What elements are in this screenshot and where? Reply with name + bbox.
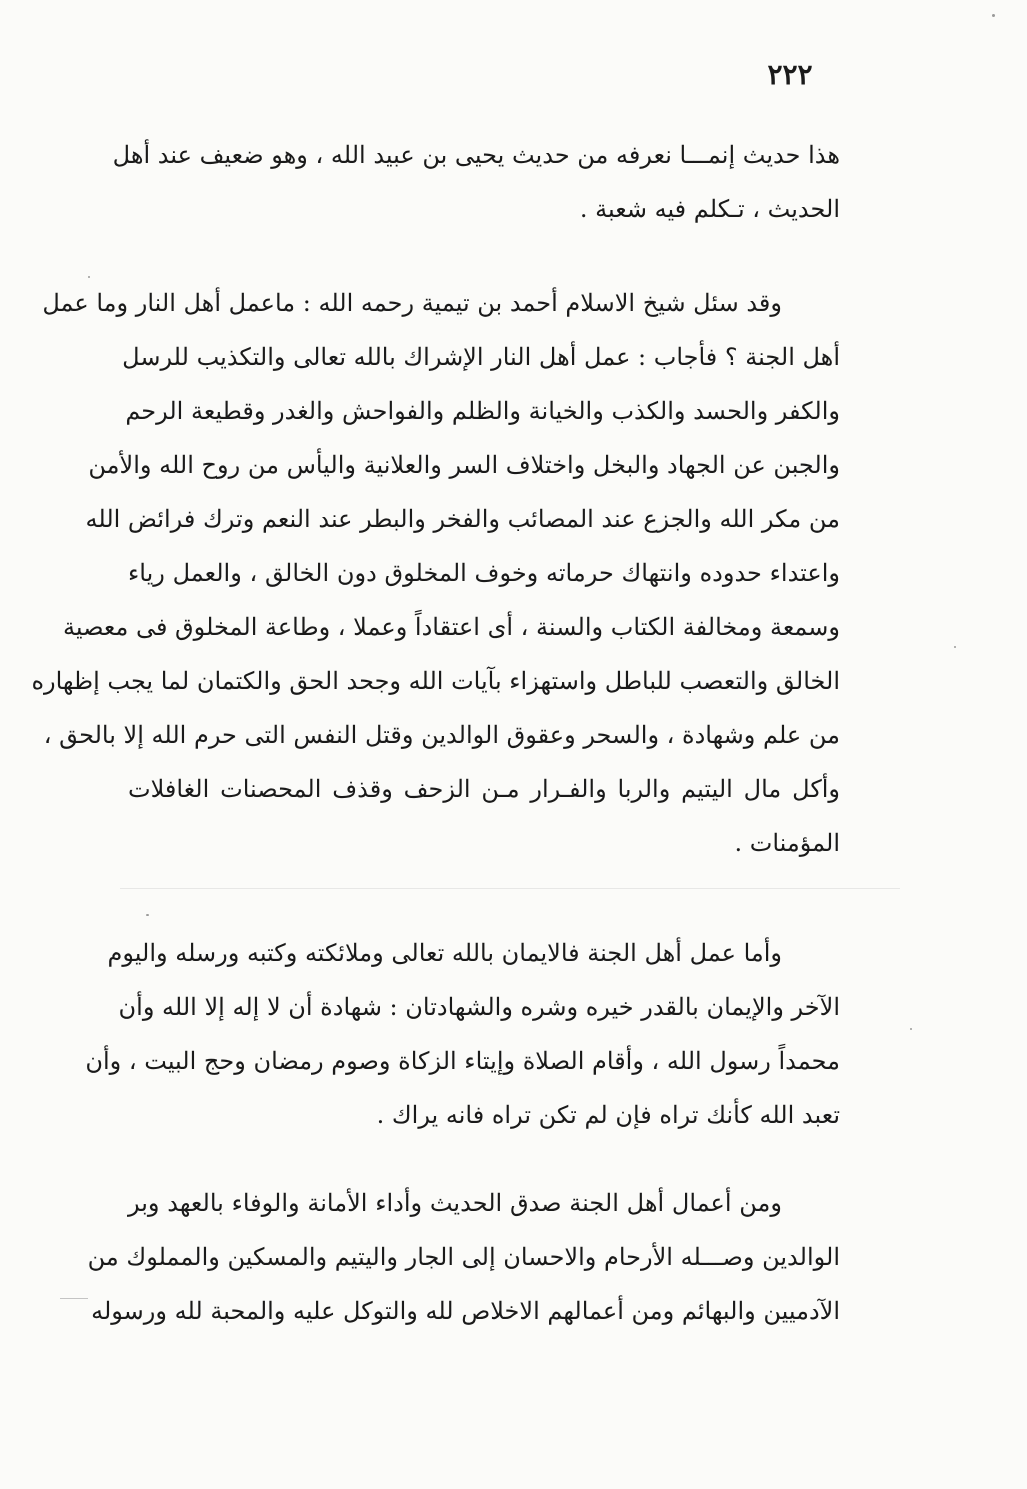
scan-speck [910,1028,912,1030]
paragraph-deeds-of-paradise [85,926,840,1142]
scan-line-mark [60,1298,88,1299]
scan-line-mark [120,888,900,889]
page-number: ٢٢٢ [767,58,813,91]
text-line: هذا حديث إنمـــا نعرفه من حديث يحيى بن عبيد الله ، وهو ضعيف عند أهل [112,141,840,169]
text-line: والجبن عن الجهاد والبخل واختلاف السر والعلانية واليأس من روح الله والأمن [88,451,840,479]
text-line: ومن أعمال أهل الجنة صدق الحديث وأداء الأمانة والوفاء بالعهد وبر [128,1189,782,1217]
text-line: من علم وشهادة ، والسحر وعقوق الوالدين وقتل النفس التى حرم الله إلا بالحق ، [43,721,840,749]
text-line: الآدميين والبهائم ومن أعمالهم الاخلاص لله والتوكل عليه والمحبة لله ورسوله [91,1297,840,1325]
scan-speck [954,646,956,648]
paragraph-more-deeds-of-paradise [87,1176,840,1338]
text-line: الآخر والإيمان بالقدر خيره وشره والشهادتان : شهادة أن لا إله إلا الله وأن [118,993,840,1021]
text-line: المؤمنات . [734,829,840,857]
text-line: وأكل مال اليتيم والربا والفـرار مـن الزحف وقذف المحصنات الغافلات [128,775,840,803]
scan-speck [992,14,995,17]
text-line: والكفر والحسد والكذب والخيانة والظلم والفواحش والغدر وقطيعة الرحم [125,397,840,425]
text-line: وقد سئل شيخ الاسلام أحمد بن تيمية رحمه الله : ماعمل أهل النار وما عمل [42,289,782,317]
text-line: واعتداء حدوده وانتهاك حرماته وخوف المخلوق دون الخالق ، والعمل رياء [128,559,840,587]
scan-speck [146,914,149,916]
text-line: وسمعة ومخالفة الكتاب والسنة ، أى اعتقاداً وعملا ، وطاعة المخلوق فى معصية [62,613,840,641]
text-line: أهل الجنة ؟ فأجاب : عمل أهل النار الإشراك بالله تعالى والتكذيب للرسل [122,343,840,371]
scan-speck [88,276,90,278]
text-line: من مكر الله والجزع عند المصائب والفخر والبطر عند النعم وترك فرائض الله [85,505,840,533]
text-line: الحديث ، تـكلم فيه شعبة . [579,195,840,223]
text-line: محمداً رسول الله ، وأقام الصلاة وإيتاء الزكاة وصوم رمضان وحج البيت ، وأن [85,1047,840,1075]
text-line: الخالق والتعصب للباطل واستهزاء بآيات الله وجحد الحق والكتمان لما يجب إظهاره [31,667,840,695]
paragraph-hadith-note [112,128,840,236]
text-line: وأما عمل أهل الجنة فالايمان بالله تعالى وملائكته وكتبه ورسله واليوم [107,939,782,967]
text-line: تعبد الله كأنك تراه فإن لم تكن تراه فانه يراك . [376,1101,840,1129]
paragraph-deeds-of-fire [31,276,840,870]
text-line: الوالدين وصـــله الأرحام والاحسان إلى الجار واليتيم والمسكين والمملوك من [87,1243,840,1271]
